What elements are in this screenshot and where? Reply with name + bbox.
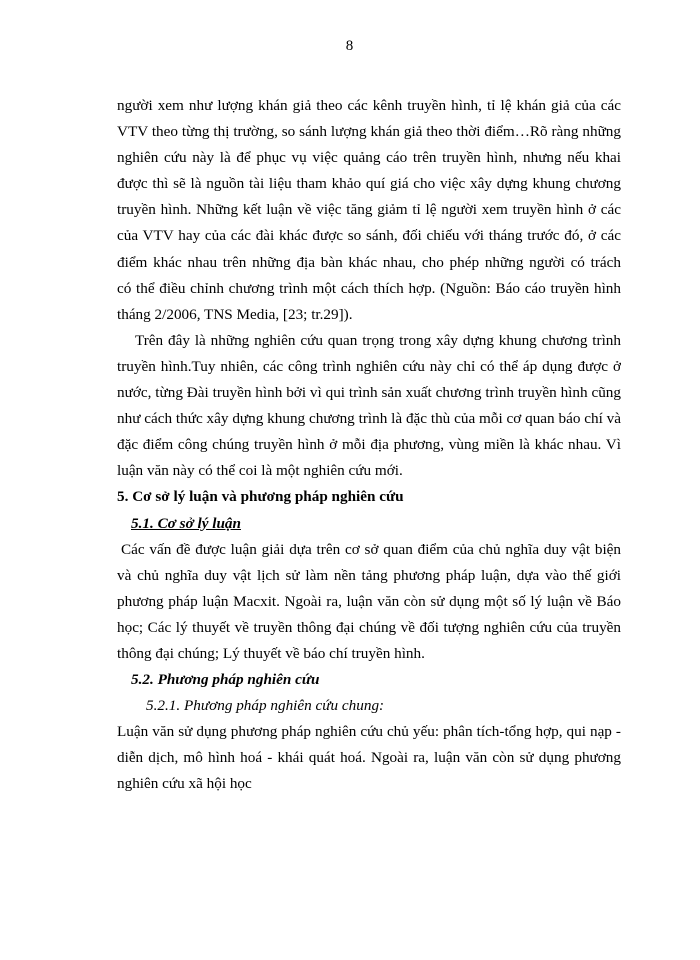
text-line: của VTV hay của các đài khác được so sánh, đối chiếu với tháng trước đó, ở các bbox=[117, 227, 621, 245]
document-body bbox=[117, 93, 621, 798]
section-heading: 5. Cơ sở lý luận và phương pháp nghiên cứu bbox=[117, 488, 404, 506]
text-line: có thể điều chỉnh chương trình một cách thích hợp. (Nguồn: Báo cáo truyền hình bbox=[117, 279, 621, 297]
page-number: 8 bbox=[345, 38, 355, 54]
text-line: phương pháp luận Macxit. Ngoài ra, luận văn còn sử dụng một số lý luận về Báo bbox=[117, 592, 621, 610]
text-line: và chủ nghĩa duy vật lịch sử làm nền tảng phương pháp luận, dựa vào thế giới bbox=[117, 566, 621, 584]
text-line: luận văn này có thể coi là một nghiên cứu mới. bbox=[117, 462, 403, 480]
text-line: nghiên cứu này là để phục vụ việc quảng cáo trên truyền hình, nhưng nếu khai bbox=[117, 149, 621, 167]
text-line: truyền hình.Tuy nhiên, các công trình nghiên cứu này chỉ có thể áp dụng được ở bbox=[117, 357, 621, 375]
paragraph-theory bbox=[117, 537, 621, 667]
text-line: truyền hình. Những kết luận về việc tăng giảm tỉ lệ người xem truyền hình ở các bbox=[117, 201, 621, 219]
text-line: VTV theo từng thị trường, so sánh lượng khán giả theo thời điểm…Rõ ràng những bbox=[117, 123, 621, 141]
text-line: người xem như lượng khán giả theo các kênh truyền hình, tỉ lệ khán giả của các bbox=[117, 97, 621, 114]
paragraph-continued bbox=[117, 93, 621, 328]
text-line: như cách thức xây dựng khung chương trình là đặc thù của mỗi cơ quan báo chí và bbox=[117, 410, 621, 428]
text-line: Các vấn đề được luận giải dựa trên cơ sở quan điểm của chủ nghĩa duy vật biện bbox=[121, 540, 621, 558]
text-line: nước, từng Đài truyền hình bởi vì qui trình sản xuất chương trình truyền hình cũng bbox=[117, 384, 621, 402]
text-line: Luận văn sử dụng phương pháp nghiên cứu chủ yếu: phân tích-tổng hợp, qui nạp - bbox=[117, 723, 621, 741]
subsection-heading-text: 5.1. Cơ sở lý luận bbox=[131, 514, 241, 532]
text-line: học; Các lý thuyết về truyền thông đại chúng về đối tượng nghiên cứu của truyền bbox=[117, 618, 621, 636]
paragraph-methods bbox=[117, 719, 621, 797]
paragraph-summary bbox=[117, 328, 621, 485]
text-line: diễn dịch, mô hình hoá - khái quát hoá. Ngoài ra, luận văn còn sử dụng phương bbox=[117, 749, 621, 767]
text-line: điểm khác nhau trên những địa bàn khác nhau, cho phép những người có trách bbox=[117, 253, 621, 271]
subsection-heading: 5.2. Phương pháp nghiên cứu bbox=[131, 671, 320, 689]
text-line: đặc điểm công chúng truyền hình ở mỗi địa phương, vùng miền là khác nhau. Vì bbox=[117, 436, 621, 454]
text-line: nghiên cứu xã hội học bbox=[117, 775, 252, 793]
text-line: được thì sẽ là nguồn tài liệu tham khảo quí giá cho việc xây dựng khung chương bbox=[117, 175, 621, 193]
subsection-heading bbox=[117, 511, 621, 537]
text-line: thông đại chúng; Lý thuyết về báo chí truyền hình. bbox=[117, 644, 425, 662]
subsubsection-heading: 5.2.1. Phương pháp nghiên cứu chung: bbox=[146, 697, 385, 715]
text-line: tháng 2/2006, TNS Media, [23; tr.29]). bbox=[117, 305, 353, 323]
text-line: Trên đây là những nghiên cứu quan trọng trong xây dựng khung chương trình bbox=[135, 331, 621, 349]
